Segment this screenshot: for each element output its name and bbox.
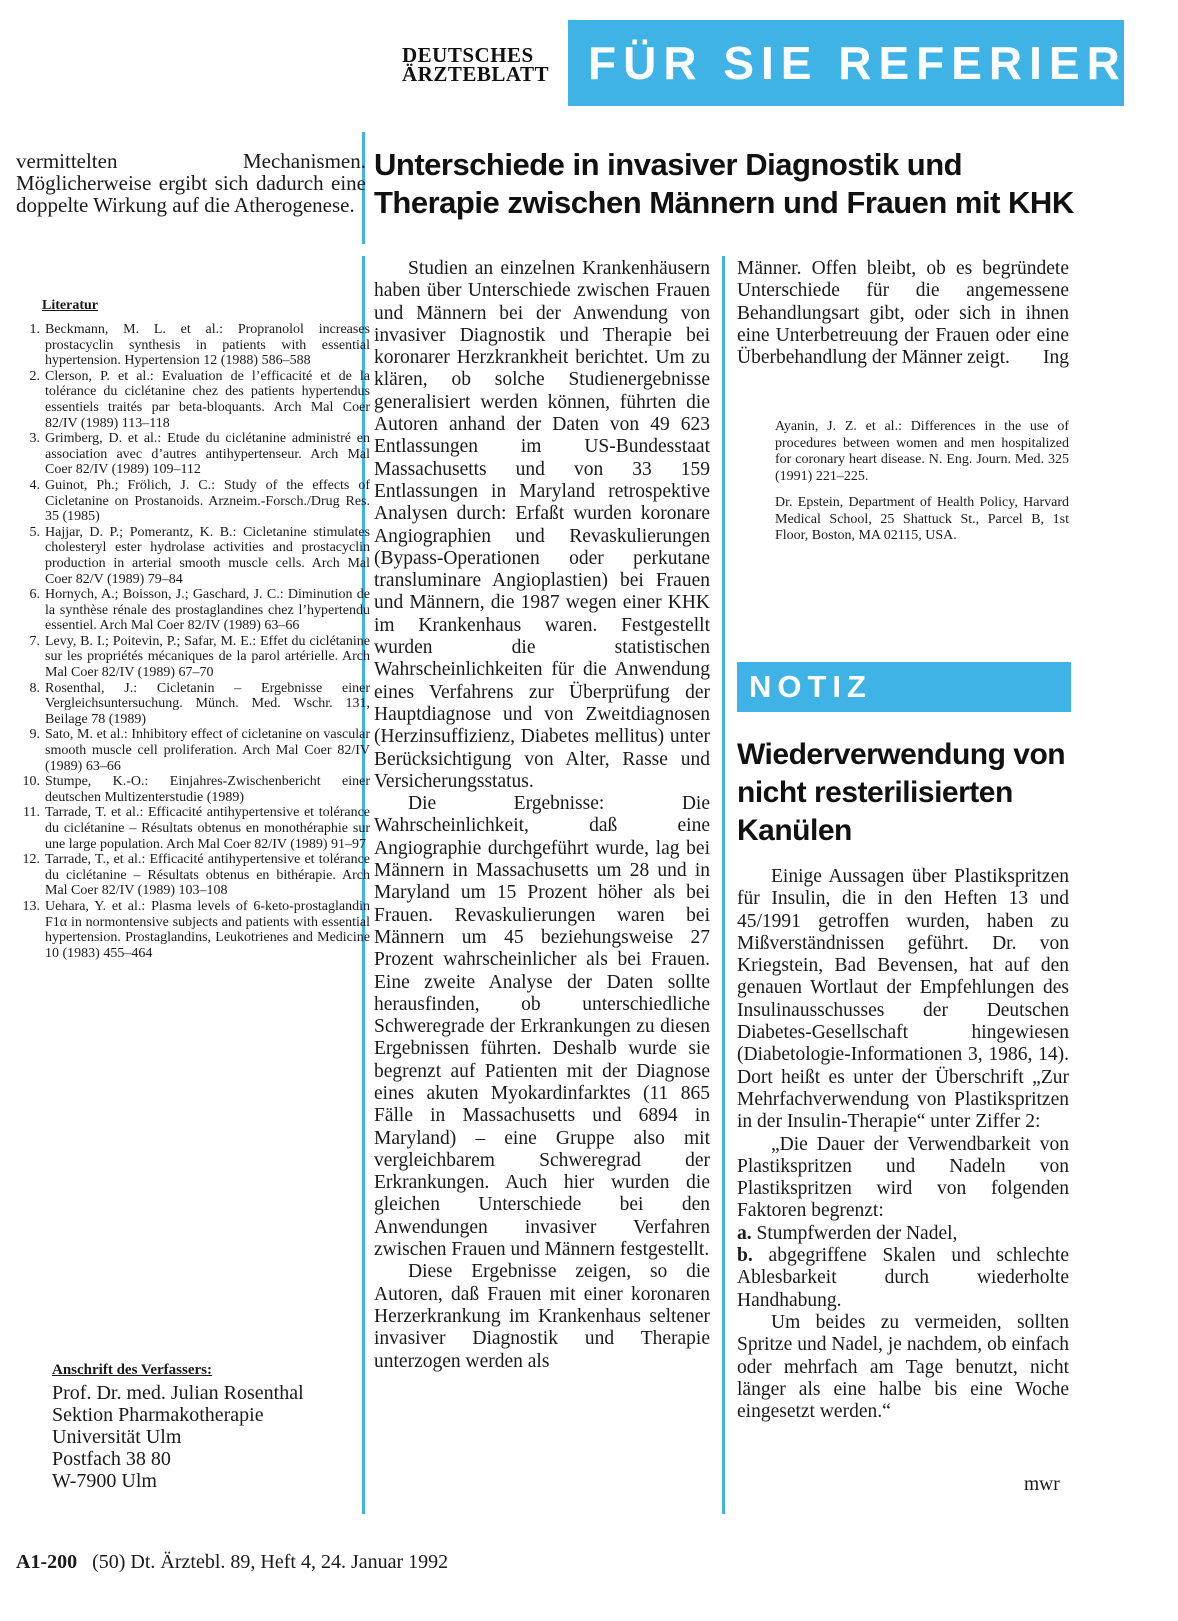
article-paragraph: Männer. Offen bleibt, ob es begründete Unterschiede für die angemessene Behandlungsart gibt, oder sich in ihnen eine Unterbetreuung der Frauen oder eine Überbehandlung der Männer zeigt. Ing <box>737 258 1069 369</box>
author-address-heading: Anschrift des Verfassers: <box>52 1362 212 1378</box>
author-address <box>52 1382 304 1492</box>
author-initials: Ing <box>1043 347 1069 369</box>
literature-heading: Literatur <box>42 298 98 313</box>
masthead-line-1: DEUTSCHES <box>402 43 534 67</box>
article-headline: Unterschiede in invasiver Diagnostik und Therapie zwischen Männern und Frauen mit KHK <box>374 147 1074 220</box>
reference-item: 2. Clerson, P. et al.: Evaluation de l’efficacité et de la tolérance du ciclétanine chez des patients hypertendus essentiels traités par beta-bloquants. Arch Mal Coer 82/IV (1989) 113–118 <box>29 368 370 431</box>
reference-item: 7. Levy, B. I.; Poitevin, P.; Safar, M. E.: Effet du ciclétanine sur les propriétés mécaniques de la parol artérielle. Arch Mal Coer 82/IV (1989) 67–70 <box>29 633 370 681</box>
masthead-logo <box>402 43 562 86</box>
notiz-list-item-a: a. Stumpfwerden der Nadel, <box>737 1222 958 1244</box>
notiz-signature: mwr <box>1024 1474 1060 1495</box>
article-paragraph: Studien an einzelnen Krankenhäusern haben über Unterschiede zwischen Frauen und Männern bei der Anwendung von invasiver Diagnostik und Therapie bei koronarer Herzkrankheit berichtet. Um zu klären, ob solche Studienergebnisse generalisiert werden können, führten die Autoren anhand der Daten von 49 623 Entlassungen im US-Bundesstaat Massachusetts und von 33 159 Entlassungen in Maryland retrospektive Analysen durch: Erfaßt wurden koronare Angiographien und Revaskulierungen (Bypass-Operationen oder perkutane transluminare Angioplastien) bei Frauen und Männern, die 1987 wegen einer KHK im Krankenhaus waren. Festgestellt wurden die statistischen Wahrscheinlichkeiten für die Anwendung eines Verfahrens zur Überprüfung der Hauptdiagnose und von Zweitdiagnosen (Herzinsuffizienz, Diabetes mellitus) unter Berücksichtigung von Alter, Rasse und Versicherungsstatus. <box>374 258 710 792</box>
article-body-column-2 <box>737 258 1069 369</box>
notiz-banner: NOTIZ <box>737 662 1071 712</box>
notiz-list-item-b: b. abgegriffene Skalen und schlechte Ablesbarkeit durch wiederholte Handhabung. <box>737 1245 1069 1311</box>
reference-item: 12. Tarrade, T., et al.: Efficacité antihypertensive et tolérance du ciclétanine – Résultats obtenus en bithérapie. Arch Mal Coer 82/IV (1989) 103–108 <box>22 852 370 899</box>
notiz-quote: „Die Dauer der Verwendbarkeit von Plastikspritzen und Nadeln von Plastikspritzen wird von folgenden Faktoren begrenzt: <box>737 1133 1069 1222</box>
notiz-paragraph: Einige Aussagen über Plastikspritzen für Insulin, die in den Heften 13 und 45/1991 getroffen wurden, haben zu Mißverständnissen geführt. Dr. von Kriegstein, Bad Bevensen, hat auf den genauen Wortlaut der Empfehlungen des Insulinausschusses der Deutschen Diabetes-Gesellschaft hingewiesen (Diabetologie-Informationen 3, 1986, 14). Dort heißt es unter der Überschrift „Zur Mehrfachverwendung von Plastikspritzen in der Insulin-Therapie“ unter Ziffer 2: <box>737 866 1069 1133</box>
reference-item: 5. Hajjar, D. P.; Pomerantz, K. B.: Cicletanine stimulates cholesteryl ester hydrolase activities and prostacyclin production in arterial smooth muscle cells. Arch Mal Coer 82/V (1989) 79–84 <box>29 524 370 587</box>
address-line: Prof. Dr. med. Julian Rosenthal <box>52 1382 304 1404</box>
article-paragraph: Die Ergebnisse: Die Wahrscheinlichkeit, daß eine Angiographie durchgeführt wurde, lag bei Männern in Massachusetts um 28 und in Maryland um 15 Prozent höher als bei Frauen. Revaskulierungen waren bei Männern um 45 beziehungsweise 27 Prozent wahrscheinlicher als bei Frauen. Eine zweite Analyse der Daten sollte herausfinden, ob unterschiedliche Schweregrade der Erkrankungen zu diesen Ergebnissen führten. Deshalb wurde sie begrenzt auf Patienten mit der Diagnose eines akuten Myokardinfarktes (11 865 Fälle in Massachusetts und 6894 in Maryland) – eine Gruppe also mit vergleichbarem Schweregrad der Erkrankungen. Auch hier wurden die gleichen Unterschiede bei den Anwendungen invasiver Verfahren zwischen Frauen und Männern festgestellt. <box>374 793 710 1261</box>
address-line: W-7900 Ulm <box>52 1470 157 1492</box>
article-sources <box>775 419 1069 555</box>
page-code: A1-200 <box>16 1551 78 1573</box>
reference-item: 1. Beckmann, M. L. et al.: Propranolol increases prostacyclin synthesis in patients with essential hypertension. Hypertension 12 (1988) 586–588 <box>29 322 370 369</box>
citation-line: (50) Dt. Ärztebl. 89, Heft 4, 24. Januar 1992 <box>92 1551 449 1573</box>
reference-item: 3. Grimberg, D. et al.: Etude du ciclétanine administré en association avec d’autres antihypertenseur. Arch Mal Coer 82/IV (1989) 109–112 <box>29 431 370 478</box>
address-line: Universität Ulm <box>52 1426 182 1448</box>
source-citation: Ayanin, J. Z. et al.: Differences in the use of procedures between women and men hospitalized for coronary heart disease. N. Eng. Journ. Med. 325 (1991) 221–225. <box>775 419 1069 484</box>
article-body-column-1 <box>374 258 710 1373</box>
column-divider-middle <box>722 256 725 1514</box>
notiz-headline: Wiederverwendung von nicht resterilisierten Kanülen <box>737 738 1066 847</box>
page-footer <box>16 1551 448 1574</box>
reference-item: 10. Stumpe, K.-O.: Einjahres-Zwischenbericht einer deutschen Multizenterstudie (1989) <box>22 774 370 805</box>
article-paragraph: Diese Ergebnisse zeigen, so die Autoren, daß Frauen mit einer koronaren Herzerkrankung im Krankenhaus seltener invasiver Diagnostik und Therapie unterzogen werden als <box>374 1261 710 1372</box>
reference-item: 9. Sato, M. et al.: Inhibitory effect of cicletanine on vascular smooth muscle cell proliferation. Arch Mal Coer 82/IV (1989) 63–66 <box>29 727 370 774</box>
reference-item: 13. Uehara, Y. et al.: Plasma levels of 6-keto-prostaglandin F1α in normontensive subjects and patients with essential hypertension. Prostaglandins, Leukotrienes and Medicine 10 (1983) 455–464 <box>22 898 370 961</box>
reference-item: 4. Guinot, Ph.; Frölich, J. C.: Study of the effects of Cicletanine on Prostanoids. Arzneim.-Forsch./Drug Res. 35 (1985) <box>29 477 370 525</box>
reference-list <box>18 322 370 961</box>
previous-article-ending: vermittelten Mechanismen. Möglicherweise ergibt sich dadurch eine doppelte Wirkung auf die Atherogenese. <box>16 149 366 217</box>
section-banner: FÜR SIE REFERIERT <box>568 20 1124 106</box>
reference-item: 8. Rosenthal, J.: Cicletanin – Ergebnisse einer Vergleichsuntersuchung. Münch. Med. Wschr. 131, Beilage 78 (1989) <box>29 680 370 727</box>
address-line: Sektion Pharmakotherapie <box>52 1404 264 1426</box>
reference-item: 6. Hornych, A.; Boisson, J.; Gaschard, J. C.: Diminution de la synthèse rénale des prostaglandines chez l’hypertendu essentiel. Arch Mal Coer 82/IV (1989) 63–66 <box>29 587 370 634</box>
notiz-body <box>737 866 1069 1423</box>
notiz-paragraph: Um beides zu vermeiden, sollten Spritze und Nadel, je nachdem, ob einfach oder mehrfach am Tage benutzt, nicht länger als eine halbe bis eine Woche eingesetzt werden.“ <box>737 1311 1069 1423</box>
masthead-line-2: ÄRZTEBLATT <box>402 62 549 86</box>
reference-item: 11. Tarrade, T. et al.: Efficacité antihypertensive et tolérance du ciclétanine – Résultats obtenus en monothéraphie sur une large population. Arch Mal Coer 82/IV (1989) 91–97 <box>23 805 370 852</box>
address-line: Postfach 38 80 <box>52 1448 171 1470</box>
source-contact: Dr. Epstein, Department of Health Policy, Harvard Medical School, 25 Shattuck St., Parcel B, 1st Floor, Boston, MA 02115, USA. <box>775 495 1069 543</box>
